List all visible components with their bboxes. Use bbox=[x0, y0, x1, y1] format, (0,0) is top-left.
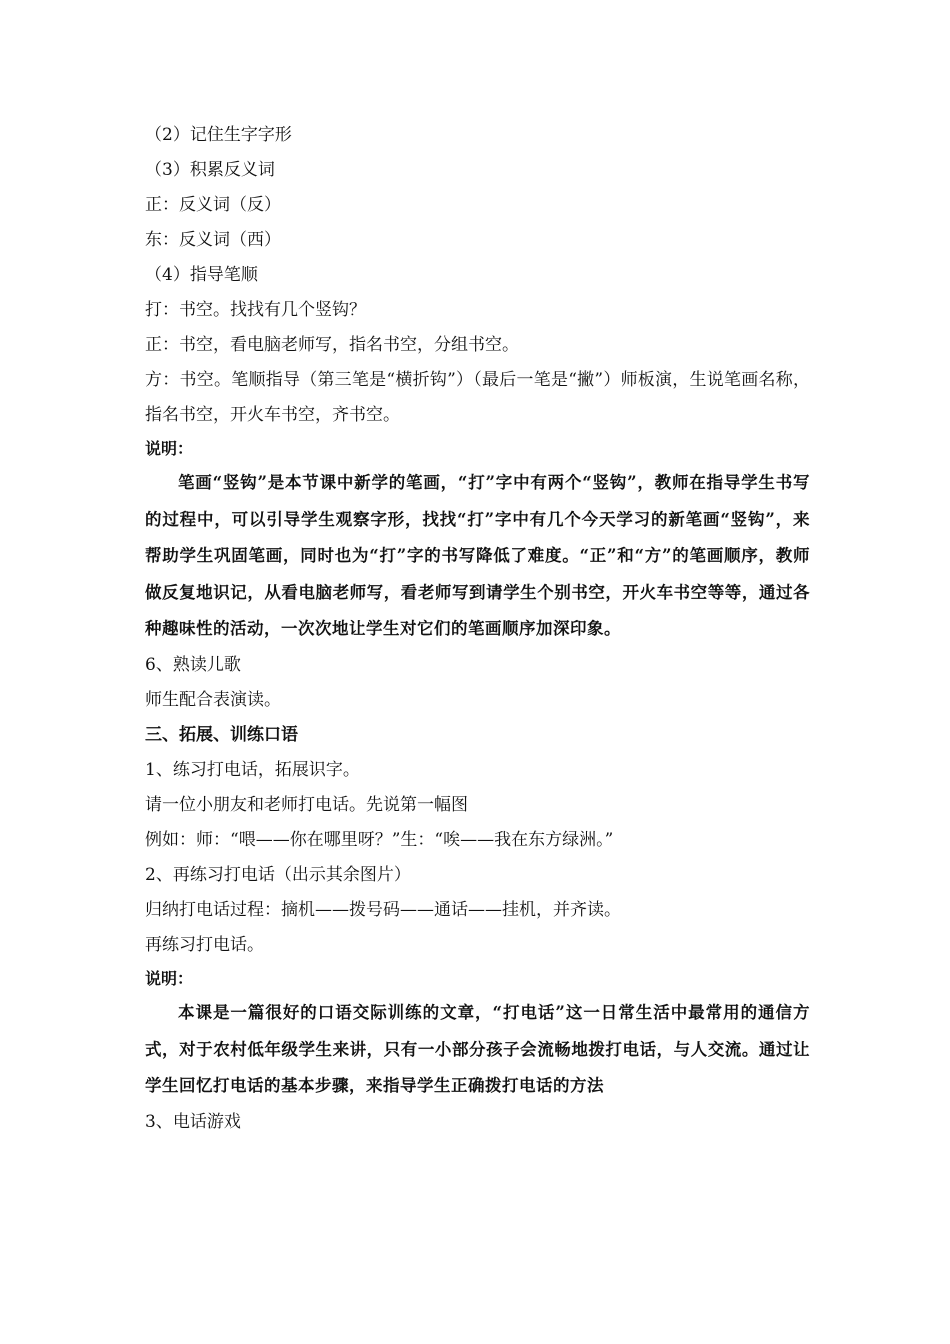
note-heading-1: 说明： bbox=[145, 439, 194, 458]
antonym-zheng: 正：反义词（反） bbox=[145, 195, 281, 215]
note-paragraph-1: 笔画“竖钩”是本节课中新学的笔画，“打”字中有两个“竖钩”，教师在指导学生书写的过程中，可以引导学生观察字形，找找“打”字中有几个今天学习的新笔画“竖钩”，来帮助学生巩固笔画，同时也为“打”字的书写降低了难度。“正”和“方”的笔画顺序，教师做反复地识记，从看电脑老师写，看老师写到请学生个别书空，开火车书空等等，通过各种趣味性的活动，一次次地让学生对它们的笔画顺序加深印象。 bbox=[145, 473, 810, 639]
note-paragraph-2: 本课是一篇很好的口语交际训练的文章，“打电话”这一日常生活中最常用的通信方式，对于农村低年级学生来讲，只有一小部分孩子会流畅地拨打电话，与人交流。通过让学生回忆打电话的基本步骤，来指导学生正确拨打电话的方法 bbox=[145, 1002, 810, 1096]
document-page bbox=[145, 118, 810, 1140]
stroke-fang: 方：书空。笔顺指导（第三笔是“横折钩”）（最后一笔是“撇”）师板演，生说笔画名称，指名书空，开火车书空，齐书空。 bbox=[145, 370, 810, 425]
stroke-da: 打：书空。找找有几个竖钩？ bbox=[145, 300, 366, 320]
step-remember-shape: （2）记住生字字形 bbox=[145, 125, 292, 145]
note-heading-2: 说明： bbox=[145, 968, 194, 988]
practice-more: 再练习打电话。 bbox=[145, 934, 264, 955]
read-together: 师生配合表演读。 bbox=[145, 689, 281, 710]
phone-game: 3、电话游戏 bbox=[145, 1111, 241, 1132]
step-antonyms: （3）积累反义词 bbox=[145, 160, 275, 180]
summarize-process: 归纳打电话过程：摘机——拨号码——通话——挂机，并齐读。 bbox=[145, 899, 621, 920]
section-heading-oral: 三、拓展、训练口语 bbox=[145, 724, 298, 745]
practice-call: 1、练习打电话，拓展识字。 bbox=[145, 759, 360, 780]
invite-student: 请一位小朋友和老师打电话。先说第一幅图 bbox=[145, 794, 468, 815]
step-read-rhyme: 6、熟读儿歌 bbox=[145, 654, 241, 675]
stroke-zheng: 正：书空，看电脑老师写，指名书空，分组书空。 bbox=[145, 335, 519, 355]
antonym-dong: 东：反义词（西） bbox=[145, 230, 281, 250]
step-stroke-order: （4）指导笔顺 bbox=[145, 265, 258, 285]
practice-again: 2、再练习打电话（出示其余图片） bbox=[145, 864, 411, 885]
example-dialogue: 例如：师：“喂——你在哪里呀？”生：“唉——我在东方绿洲。” bbox=[145, 829, 614, 850]
